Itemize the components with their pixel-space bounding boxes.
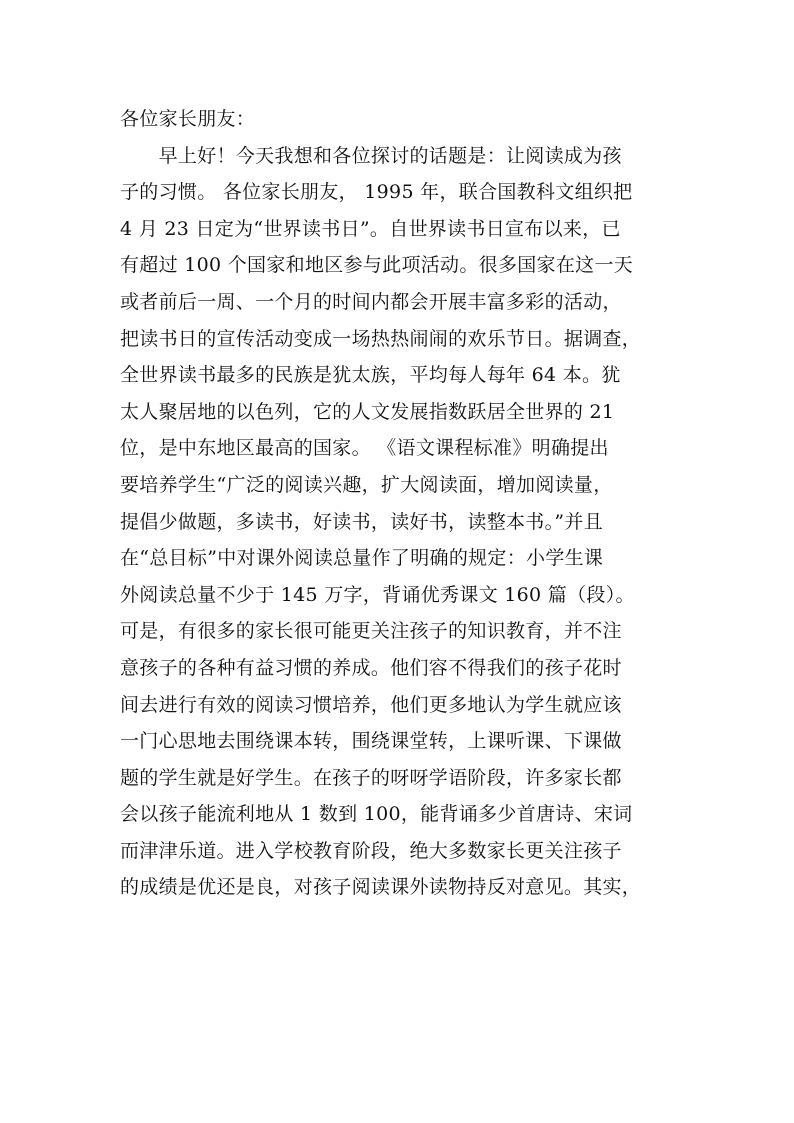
paragraph-line: 或者前后一周、一个月的时间内都会开展丰富多彩的活动， [120, 290, 622, 313]
paragraph-line: 有超过 100 个国家和地区参与此项活动。很多国家在这一天 [120, 254, 634, 277]
paragraph-line: 提倡少做题，多读书，好读书，读好书，读整本书。”并且 [120, 510, 604, 533]
paragraph-line: 会以孩子能流利地从 1 数到 100，能背诵多少首唐诗、宋词 [120, 803, 633, 826]
paragraph-line: 要培养学生“广泛的阅读兴趣，扩大阅读面，增加阅读量， [120, 473, 613, 496]
paragraph-line: 意孩子的各种有益习惯的养成。他们容不得我们的孩子花时 [120, 656, 622, 679]
paragraph-line: 4 月 23 日定为“世界读书日”。自世界读书日宣布以来，已 [120, 217, 621, 240]
paragraph-line: 而津津乐道。进入学校教育阶段，绝大多数家长更关注孩子 [120, 839, 622, 862]
body-text [120, 101, 690, 906]
paragraph-line: 题的学生就是好学生。在孩子的呀呀学语阶段，许多家长都 [120, 766, 622, 789]
paragraph-line: 早上好！今天我想和各位探讨的话题是：让阅读成为孩 [120, 144, 622, 167]
paragraph-line: 可是，有很多的家长很可能更关注孩子的知识教育，并不注 [120, 620, 622, 643]
paragraph-line: 一门心思地去围绕课本转，围绕课堂转，上课听课、下课做 [120, 730, 622, 753]
paragraph-line: 的成绩是优还是良，对孩子阅读课外读物持反对意见。其实， [120, 876, 642, 899]
paragraph-line: 太人聚居地的以色列，它的人文发展指数跃居全世界的 21 [120, 400, 615, 423]
salutation-line: 各位家长朋友： [120, 108, 256, 130]
paragraph-line: 全世界读书最多的民族是犹太族，平均每人每年 64 本。犹 [120, 364, 621, 387]
paragraph-line: 在“总目标”中对课外阅读总量作了明确的规定：小学生课 [120, 547, 604, 570]
paragraph-line: 间去进行有效的阅读习惯培养，他们更多地认为学生就应该 [120, 693, 622, 716]
paragraph-line: 位，是中东地区最高的国家。 《语文课程标准》明确提出 [120, 437, 609, 460]
paragraph-line: 子的习惯。 各位家长朋友， 1995 年，联合国教科文组织把 [120, 181, 633, 204]
paragraph-line: 外阅读总量不少于 145 万字，背诵优秀课文 160 篇（段）。 [120, 583, 635, 606]
paragraph-line: 把读书日的宣传活动变成一场热热闹闹的欢乐节日。据调查， [120, 327, 642, 350]
